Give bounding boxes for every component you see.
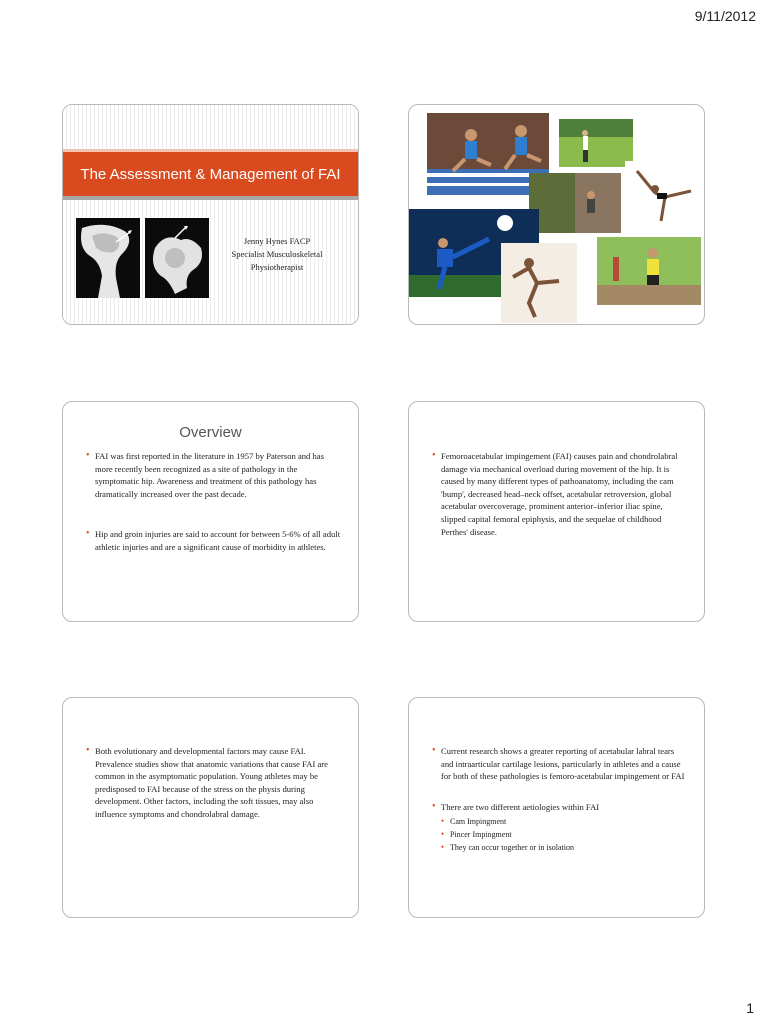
slide-photo-collage <box>408 104 705 325</box>
bullet-item: • Current research shows a greater reporting of acetabular labral tears and intraarticular cartilage lesions, particularly in athletes and a cause for both of these pathologies is femoro-acetabular impingement or FAI <box>441 745 687 783</box>
bullet-item: • FAI was first reported in the literature in 1957 by Paterson and has more recently been recognized as a site of pathology in the symptomatic hip. Awareness and treatment of this pathology has dramatically increased over the past decade. <box>95 450 341 500</box>
slide-title-slide <box>62 104 359 325</box>
slide-heading: Overview <box>179 424 242 441</box>
page-number: 1 <box>746 1000 754 1016</box>
bullet-list <box>95 745 341 821</box>
bullet-item: • Both evolutionary and developmental factors may cause FAI. Prevalence studies show that anatomic variations that cause FAI are common in the asymptomatic population. Young athletes may be predisposed to FAI because of the stress on the physis during development. Other factors, including the soft tissues, may also influence symptoms and chondrolabral damage. <box>95 745 341 821</box>
sub-bullet-item: • They can occur together or in isolation <box>450 841 687 854</box>
bullet-list <box>441 450 687 538</box>
bullet-list <box>441 745 687 854</box>
title-banner <box>63 149 358 200</box>
presentation-title: The Assessment & Management of FAI <box>80 165 341 183</box>
hip-xray-image-left <box>76 218 140 298</box>
bullet-item: • There are two different aetiologies within FAI <box>441 801 687 814</box>
author-title: Specialist Musculoskeletal <box>231 249 323 259</box>
bullet-list <box>95 450 341 554</box>
rock-climber-photo <box>529 173 621 233</box>
author-role: Physiotherapist <box>250 262 304 272</box>
slide-fai-causes <box>62 697 359 918</box>
sub-bullet-item: • Cam Impingment <box>450 815 687 828</box>
print-date: 9/11/2012 <box>694 8 756 24</box>
slide-overview <box>62 401 359 622</box>
dancer-photo <box>625 161 701 225</box>
runner-photo <box>597 237 701 305</box>
author-name: Jenny Hynes FACP <box>243 236 311 246</box>
jumping-athlete-photo <box>501 243 577 323</box>
hip-xray-image-right <box>145 218 209 298</box>
author-block <box>213 235 341 274</box>
bullet-item: • Hip and groin injuries are said to account for between 5-6% of all adult athletic injuries and are a significant cause of morbidity in athletes. <box>95 528 341 553</box>
slide-fai-definition <box>408 401 705 622</box>
bullet-item: • Femoroacetabular impingement (FAI) causes pain and chondrolabral damage via mechanical overload during movement of the hip. It is caused by many different types of pathoanatomy, including the cam 'bump', decreased head–neck offset, acetabular retroversion, global acetabular overcoverage, prominent anterior–inferior iliac spine, slipped capital femoral epiphysis, and the sequelae of childhood Perthes' disease. <box>441 450 687 538</box>
golfer-photo <box>559 119 633 167</box>
slide-fai-aetiologies <box>408 697 705 918</box>
sub-bullet-item: • Pincer Impingment <box>450 828 687 841</box>
